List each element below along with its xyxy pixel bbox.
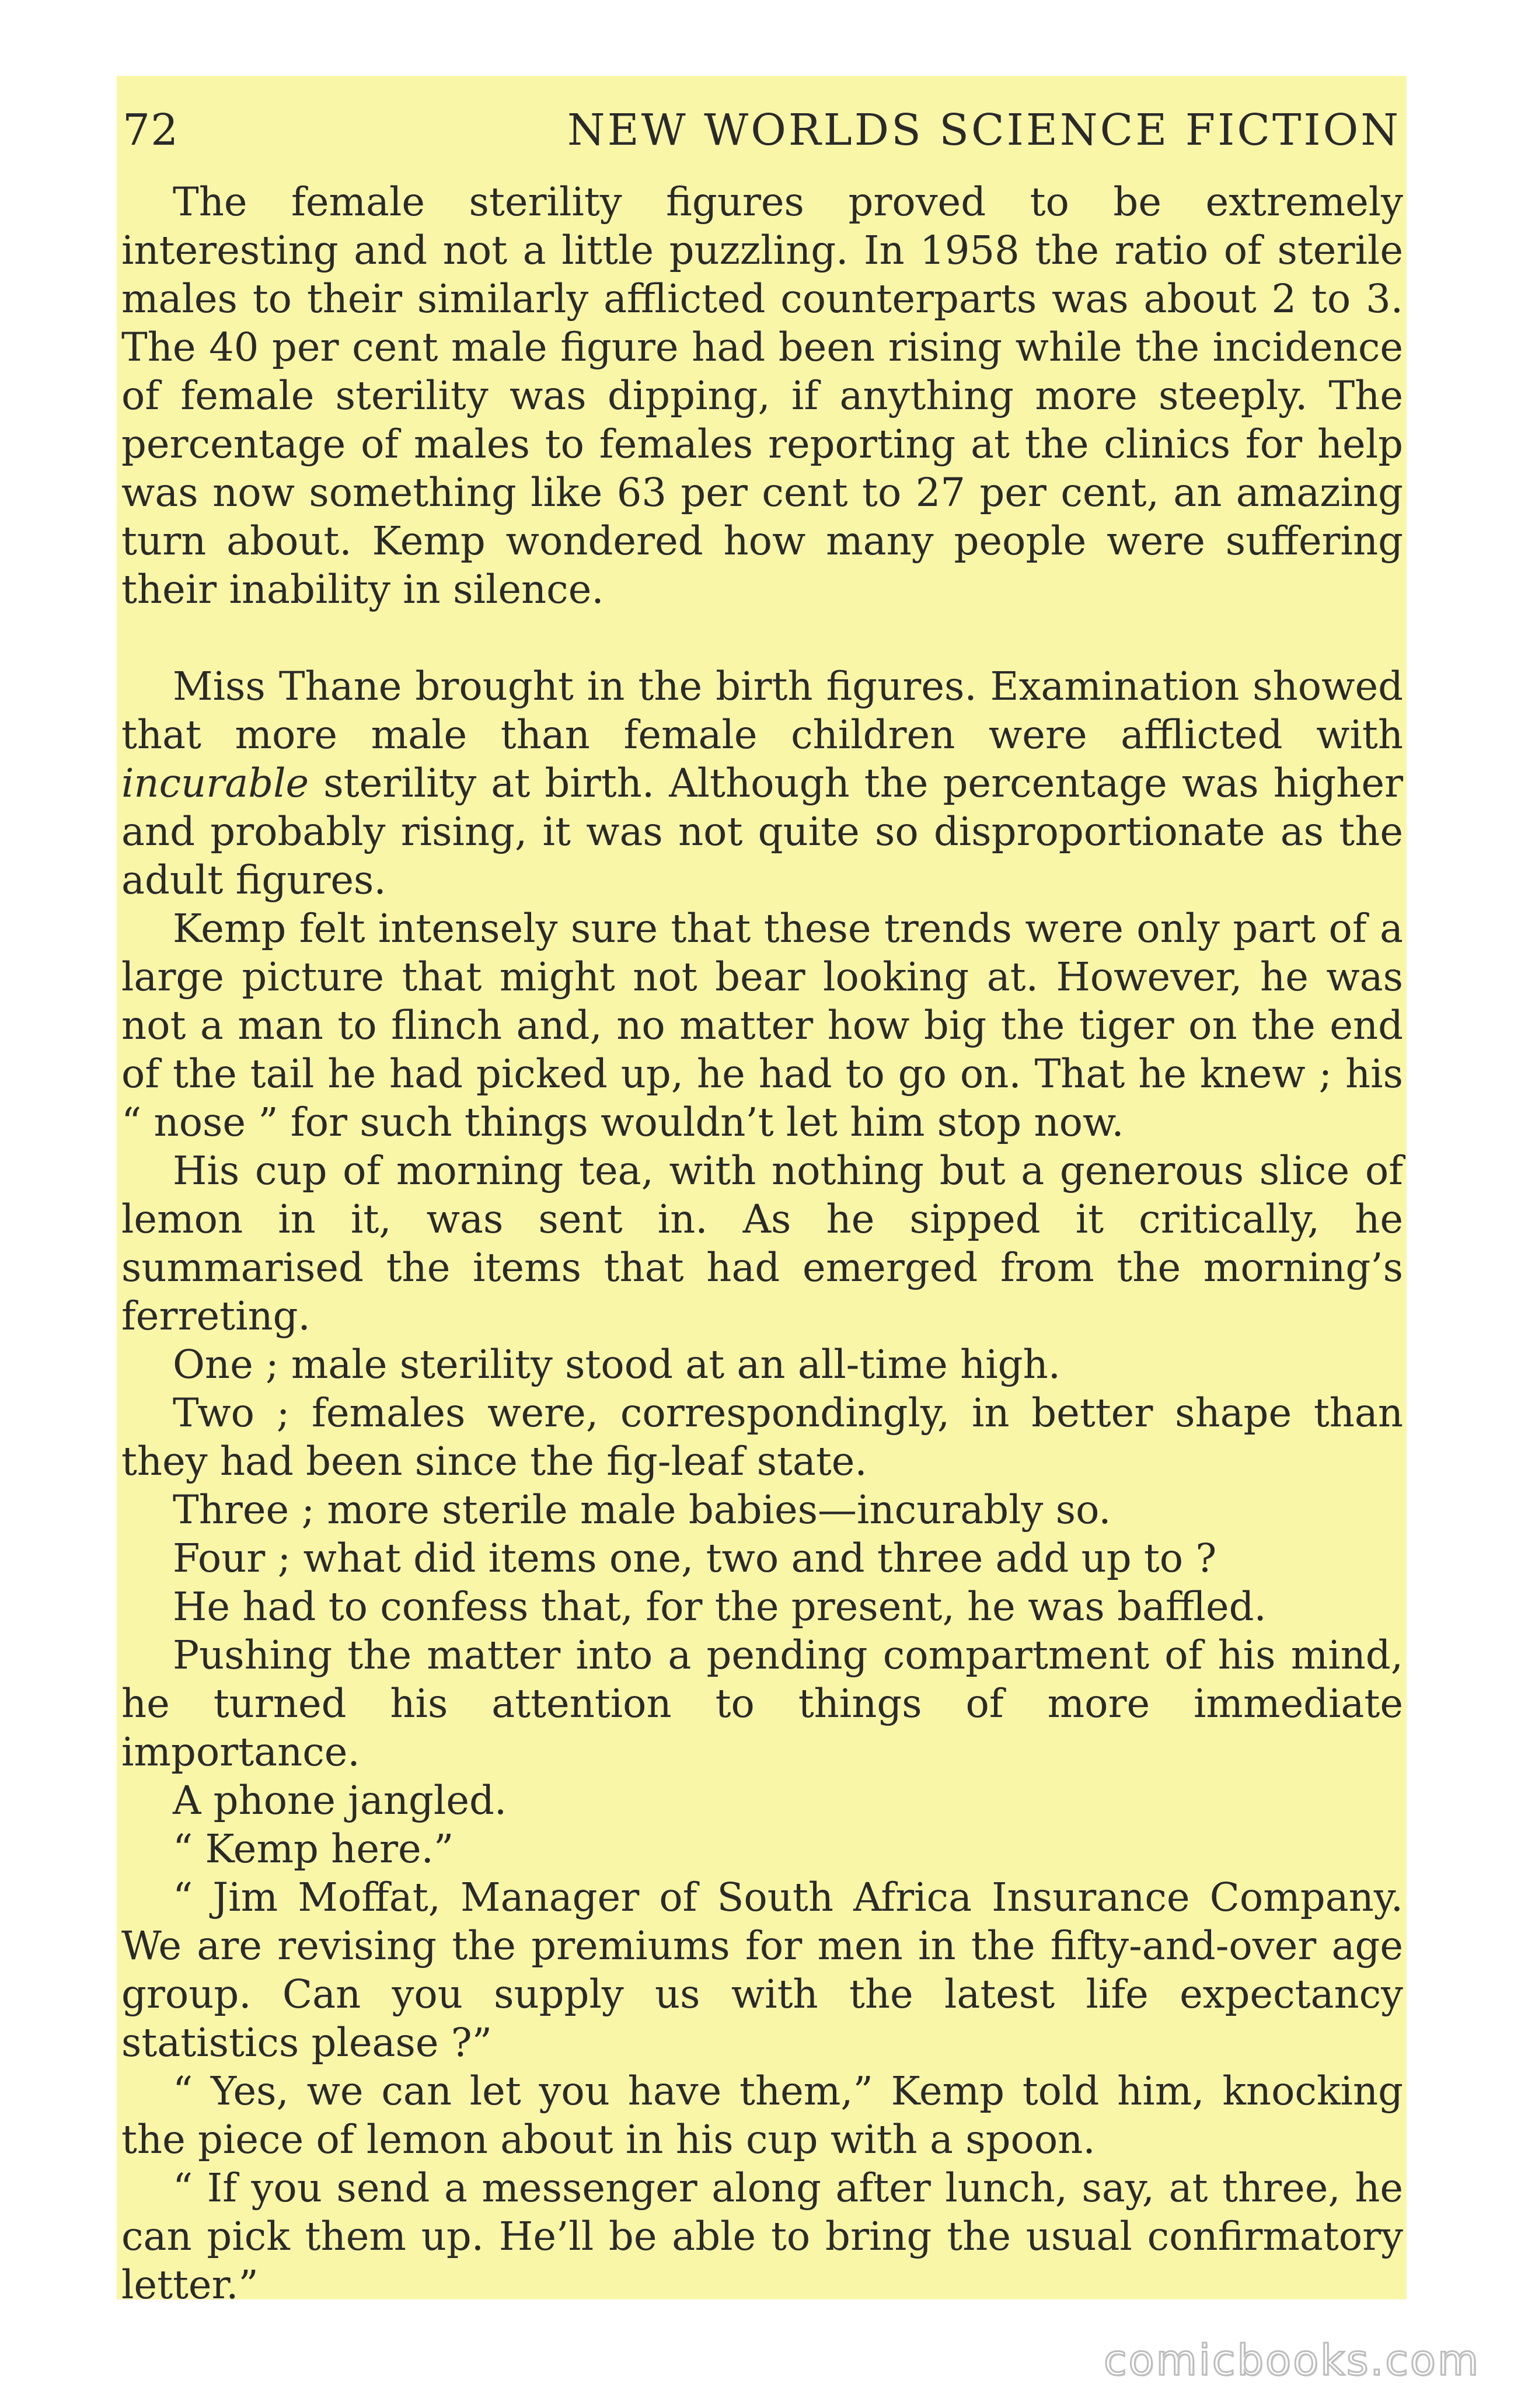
paragraph: Kemp felt intensely sure that these trends were only part of a large picture that might not bear looking at. However, he was not a man to flinch and, no matter how big the tiger on the end of the tail he had picked up, he had to go on. That he knew ; his “ nose ” for such things wouldn’t let him stop now. — [121, 906, 1403, 1145]
book-page — [117, 76, 1407, 2308]
body-text — [121, 178, 1403, 2309]
paragraph: He had to confess that, for the present, he was baffled. — [173, 1584, 1267, 1629]
paragraph: A phone jangled. — [173, 1778, 507, 1823]
paragraph: One ; male sterility stood at an all-time high. — [173, 1342, 1061, 1387]
running-head: NEW WORLDS SCIENCE FICTION — [567, 105, 1401, 155]
paragraph-text: Miss Thane brought in the birth figures. Examination showed that more male than female children were afflicted with — [121, 664, 1403, 758]
paragraph: Four ; what did items one, two and three add up to ? — [173, 1535, 1217, 1581]
paragraph: “ Kemp here.” — [173, 1826, 454, 1872]
paragraph: “ Jim Moffat, Manager of South Africa Insurance Company. We are revising the premiums for men in the fifty-and-over age group. Can you supply us with the latest life expectancy statistics please ?” — [121, 1875, 1403, 2065]
paragraph-text: sterility at birth. Although the percentage was higher and probably rising, it was not quite so disproportionate as the adult figures. — [121, 760, 1403, 903]
page-header — [123, 93, 1401, 158]
paragraph: Three ; more sterile male babies—incurably so. — [173, 1487, 1111, 1533]
paragraph — [121, 662, 1403, 905]
paragraph: “ Yes, we can let you have them,” Kemp told him, knocking the piece of lemon about in his cup with a spoon. — [121, 2068, 1403, 2162]
section-break — [121, 614, 1403, 662]
paragraph: “ If you send a messenger along after lunch, say, at three, he can pick them up. He’ll be able to bring the usual confirmatory letter.” — [121, 2165, 1403, 2308]
watermark: comicbooks.com — [1103, 2336, 1480, 2385]
paragraph: His cup of morning tea, with nothing but a generous slice of lemon in it, was sent in. As he sipped it critically, he summarised the items that had emerged from the morning’s ferreting. — [121, 1148, 1403, 1339]
paragraph: The female sterility figures proved to be extremely interesting and not a little puzzling. In 1958 the ratio of sterile males to their similarly afflicted counterparts was about 2 to 3. The 40 per cent male figure had been rising while the incidence of female sterility was dipping, if anything more steeply. The percentage of males to females reporting at the clinics for help was now something like 63 per cent to 27 per cent, an amazing turn about. Kemp wondered how many people were suffering their inability in silence. — [121, 179, 1403, 612]
paragraph: Pushing the matter into a pending compartment of his mind, he turned his attention to things of more immediate importance. — [121, 1632, 1403, 1775]
page-number: 72 — [123, 105, 179, 155]
paragraph: Two ; females were, correspondingly, in better shape than they had been since the fig-leaf state. — [121, 1390, 1403, 1484]
italic-word: incurable — [121, 760, 309, 806]
